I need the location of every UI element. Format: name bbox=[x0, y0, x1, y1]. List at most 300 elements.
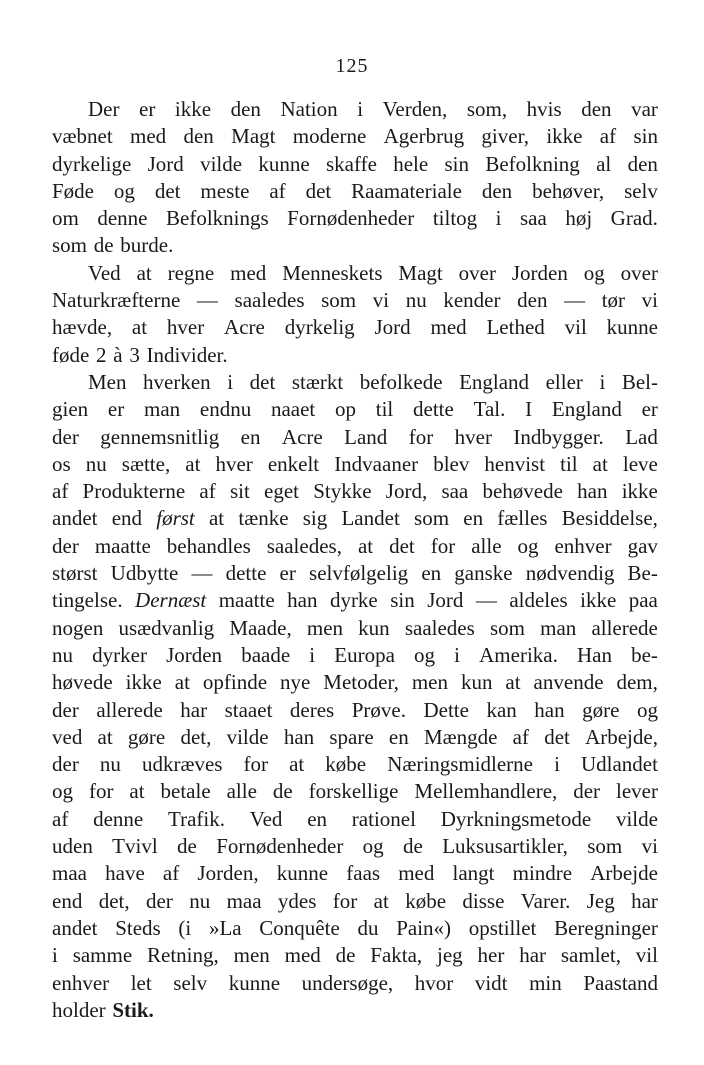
word: den bbox=[183, 124, 214, 149]
word: Nation bbox=[280, 97, 338, 121]
word: han bbox=[287, 588, 318, 613]
word: nu bbox=[99, 752, 121, 777]
word: jeg bbox=[437, 943, 463, 968]
word: vi bbox=[641, 288, 658, 313]
word: det bbox=[154, 178, 181, 203]
word: at bbox=[136, 260, 152, 285]
word: allerede bbox=[96, 697, 163, 722]
word: kun bbox=[358, 615, 390, 640]
text-line bbox=[52, 615, 658, 642]
word: ikke bbox=[621, 479, 658, 504]
text-line bbox=[52, 942, 658, 969]
text-line bbox=[52, 178, 658, 205]
word: spare bbox=[329, 724, 374, 749]
word: hverken bbox=[143, 369, 211, 394]
word: Ved bbox=[249, 806, 283, 831]
word: andet bbox=[52, 506, 98, 531]
word: i bbox=[52, 943, 58, 968]
word: han bbox=[534, 697, 565, 722]
word: hver bbox=[215, 451, 253, 476]
word: Acre bbox=[281, 424, 323, 449]
word: paa bbox=[628, 588, 658, 613]
word: kan bbox=[486, 697, 517, 722]
word: Maade, bbox=[229, 615, 292, 640]
word: maa bbox=[52, 861, 87, 886]
word: enhver bbox=[554, 533, 612, 558]
word: og bbox=[517, 533, 539, 558]
word: Jorden bbox=[511, 260, 568, 285]
word: gøre bbox=[127, 724, 166, 749]
word: at bbox=[357, 533, 374, 558]
word: hele bbox=[393, 151, 429, 176]
word: Arbejde, bbox=[585, 724, 658, 749]
word: Stykke bbox=[313, 479, 372, 504]
word: vil bbox=[635, 943, 658, 968]
word: fælles bbox=[497, 506, 548, 531]
word: af bbox=[52, 479, 69, 504]
word: Europa bbox=[334, 642, 395, 667]
text-line bbox=[52, 151, 658, 178]
word: op bbox=[335, 397, 357, 422]
word: Raamateriale bbox=[351, 178, 462, 203]
word: der bbox=[145, 888, 173, 913]
word: dyrkelig bbox=[284, 315, 355, 340]
word: kun bbox=[460, 670, 493, 695]
word: men bbox=[411, 670, 448, 695]
word: usædvanlig bbox=[118, 615, 215, 640]
word: er bbox=[139, 97, 156, 121]
word: at bbox=[97, 724, 113, 749]
word: betale bbox=[160, 779, 211, 804]
word: dyrker bbox=[92, 642, 147, 667]
word: af bbox=[269, 178, 286, 203]
word: Lethed bbox=[486, 315, 545, 340]
word: der bbox=[573, 779, 601, 804]
word: den bbox=[627, 151, 658, 176]
word: nu bbox=[52, 642, 73, 667]
word: i bbox=[599, 369, 606, 394]
word: men bbox=[233, 943, 270, 968]
word: Fakta, bbox=[370, 943, 423, 968]
word: England bbox=[551, 397, 622, 422]
word: enhver bbox=[52, 970, 110, 995]
word: Conquête bbox=[259, 915, 340, 940]
word: og bbox=[362, 834, 384, 859]
word: deres bbox=[289, 697, 335, 722]
word: end bbox=[111, 506, 143, 531]
word: Føde bbox=[52, 178, 94, 203]
word: at bbox=[131, 315, 148, 340]
word: ganske bbox=[454, 561, 513, 586]
word: gien bbox=[52, 397, 89, 422]
word: skaffe bbox=[326, 151, 377, 176]
word: al bbox=[596, 151, 612, 176]
word: behøver, bbox=[532, 178, 605, 203]
paragraph bbox=[52, 369, 658, 1024]
word: nu bbox=[85, 451, 107, 476]
word: opstillet bbox=[468, 915, 537, 940]
text-line bbox=[52, 369, 658, 396]
word: nogen bbox=[52, 615, 104, 640]
word: de bbox=[177, 834, 197, 859]
word: med bbox=[430, 315, 467, 340]
word: høvede bbox=[52, 670, 113, 695]
word: sin bbox=[633, 124, 658, 149]
word: var bbox=[631, 97, 658, 121]
word: dette bbox=[225, 561, 267, 586]
word: Lad bbox=[625, 424, 658, 449]
word: Mængde bbox=[423, 724, 498, 749]
word: ydes bbox=[277, 888, 317, 913]
word: saaledes bbox=[234, 288, 305, 313]
word: af bbox=[52, 806, 69, 831]
text-line bbox=[52, 560, 658, 587]
word: Prøve. bbox=[351, 697, 406, 722]
word: Jord bbox=[427, 588, 464, 613]
word: — bbox=[564, 288, 586, 313]
text-line bbox=[52, 669, 658, 696]
word: den bbox=[517, 288, 548, 313]
word: uden bbox=[52, 834, 93, 859]
word: det, bbox=[180, 724, 212, 749]
text-line bbox=[52, 123, 658, 150]
word: som bbox=[489, 615, 525, 640]
word: Trafik. bbox=[168, 806, 225, 831]
word: at bbox=[592, 451, 608, 476]
word: en bbox=[240, 424, 261, 449]
word: befolkede bbox=[359, 369, 443, 394]
word: ikke bbox=[174, 97, 212, 121]
word: (i bbox=[178, 915, 192, 940]
word: det bbox=[544, 724, 570, 749]
word: sig bbox=[302, 506, 328, 531]
word: allerede bbox=[591, 615, 658, 640]
word: alle bbox=[471, 533, 502, 558]
word: Næringsmidlerne bbox=[387, 752, 533, 777]
text-line bbox=[52, 260, 658, 287]
word: kender bbox=[443, 288, 501, 313]
word: baade bbox=[241, 642, 291, 667]
word: af bbox=[599, 124, 617, 149]
word: en bbox=[421, 561, 442, 586]
word: kunne bbox=[276, 861, 329, 886]
word: Magt bbox=[398, 260, 443, 285]
word: kunne bbox=[606, 315, 658, 340]
word: »La bbox=[208, 915, 242, 940]
word: de bbox=[403, 834, 423, 859]
word: i bbox=[495, 206, 502, 231]
word: be- bbox=[631, 642, 658, 667]
word: moderne bbox=[292, 124, 367, 149]
body-text bbox=[52, 96, 658, 1024]
word: maatte bbox=[94, 533, 151, 558]
word: enkelt bbox=[267, 451, 320, 476]
word: hvis bbox=[526, 97, 562, 121]
word: vidt bbox=[474, 970, 508, 995]
word: maatte bbox=[218, 588, 275, 613]
word: han bbox=[283, 724, 315, 749]
word: man bbox=[143, 397, 181, 422]
text-line bbox=[52, 778, 658, 805]
word: det, bbox=[98, 888, 130, 913]
word: Arbejde bbox=[590, 861, 658, 886]
word: holder bbox=[52, 997, 106, 1022]
word: gøre bbox=[582, 697, 620, 722]
word: Paastand bbox=[583, 970, 658, 995]
word: Ved bbox=[88, 260, 121, 285]
word: om bbox=[52, 206, 79, 231]
word: ikke bbox=[580, 588, 617, 613]
word: du bbox=[357, 915, 379, 940]
word: nu bbox=[189, 888, 211, 913]
word: eget bbox=[264, 479, 300, 504]
word: og bbox=[52, 779, 73, 804]
word: tænke bbox=[238, 506, 289, 531]
word: eller bbox=[545, 369, 583, 394]
word: som, bbox=[466, 97, 508, 121]
word: forskellige bbox=[308, 779, 399, 804]
word: Indbygger. bbox=[513, 424, 604, 449]
word: 2 bbox=[96, 342, 107, 367]
word: at bbox=[505, 670, 521, 695]
word: meste bbox=[200, 178, 250, 203]
word: saaledes bbox=[404, 615, 475, 640]
text-line bbox=[52, 478, 658, 505]
word: der bbox=[52, 533, 79, 558]
word: den bbox=[230, 97, 261, 121]
word: med bbox=[398, 861, 435, 886]
word: andet bbox=[52, 915, 98, 940]
word: en bbox=[463, 506, 484, 531]
word: Han bbox=[576, 642, 612, 667]
word: vilde bbox=[226, 724, 269, 749]
text-line bbox=[52, 724, 658, 751]
word: anvende bbox=[533, 670, 604, 695]
word: han bbox=[577, 479, 608, 504]
word: i bbox=[554, 752, 560, 777]
word: en bbox=[388, 724, 409, 749]
word: Metoder, bbox=[323, 670, 399, 695]
word: er bbox=[279, 561, 296, 586]
word: Be- bbox=[627, 561, 658, 586]
word: Amerika. bbox=[479, 642, 558, 667]
word: sin bbox=[390, 588, 415, 613]
text-line bbox=[52, 505, 658, 532]
word: — bbox=[475, 588, 497, 613]
word: med bbox=[130, 124, 167, 149]
text-line bbox=[52, 533, 658, 560]
word: opfinde bbox=[202, 670, 268, 695]
word: disse bbox=[462, 888, 505, 913]
word: os bbox=[52, 451, 71, 476]
text-line bbox=[52, 915, 658, 942]
word: Men bbox=[88, 369, 127, 394]
word: til bbox=[560, 451, 578, 476]
text-line bbox=[52, 751, 658, 778]
word: har bbox=[180, 697, 208, 722]
word: at bbox=[174, 670, 190, 695]
word: tingelse. bbox=[52, 588, 123, 613]
word: Steds bbox=[115, 915, 161, 940]
word: er bbox=[641, 397, 658, 422]
word: af bbox=[512, 724, 529, 749]
word: kunne bbox=[228, 970, 281, 995]
word: det bbox=[249, 369, 276, 394]
word: selvfølgelig bbox=[309, 561, 409, 586]
word: der bbox=[52, 752, 79, 777]
word: vil bbox=[564, 315, 587, 340]
text-line bbox=[52, 314, 658, 341]
word: med bbox=[284, 943, 321, 968]
word: samlet, bbox=[560, 943, 621, 968]
word: à bbox=[113, 342, 123, 367]
word: Jorden, bbox=[197, 861, 259, 886]
word: hver bbox=[166, 315, 205, 340]
word: denne bbox=[93, 806, 144, 831]
word: Jord, bbox=[385, 479, 428, 504]
word: har bbox=[631, 888, 658, 913]
word: til bbox=[375, 397, 394, 422]
word: England bbox=[459, 369, 530, 394]
word: i bbox=[454, 642, 460, 667]
word: udkræves bbox=[141, 752, 223, 777]
word: vilde bbox=[615, 806, 658, 831]
word: stærkt bbox=[291, 369, 344, 394]
word: sin bbox=[444, 151, 470, 176]
word: — bbox=[196, 288, 218, 313]
word: alle bbox=[226, 779, 257, 804]
text-line bbox=[52, 451, 658, 478]
word: Udbytte bbox=[110, 561, 179, 586]
word: langt bbox=[452, 861, 495, 886]
text-line bbox=[52, 287, 658, 314]
word: Jord bbox=[147, 151, 184, 176]
word: selv bbox=[624, 178, 658, 203]
word: saa bbox=[520, 206, 547, 231]
word: Fornødenheder bbox=[216, 834, 344, 859]
word: Jorden bbox=[166, 642, 223, 667]
word: I bbox=[525, 397, 533, 422]
word: sætte, bbox=[121, 451, 171, 476]
word: sit bbox=[229, 479, 250, 504]
page-number: 125 bbox=[335, 55, 369, 77]
word: saaledes, bbox=[266, 533, 342, 558]
text-line bbox=[52, 424, 658, 451]
word: Jord bbox=[374, 315, 411, 340]
word: med bbox=[230, 260, 267, 285]
word: Indvaaner bbox=[334, 451, 419, 476]
word: vi bbox=[641, 834, 658, 859]
text-line bbox=[52, 205, 658, 232]
word: Stik. bbox=[112, 997, 154, 1022]
text-line bbox=[52, 970, 658, 997]
word: dem, bbox=[616, 670, 658, 695]
word: Acre bbox=[224, 315, 265, 340]
word: Grad. bbox=[610, 206, 658, 231]
word: over bbox=[620, 260, 658, 285]
word: den bbox=[481, 178, 513, 203]
word: som bbox=[52, 233, 88, 258]
word: maa bbox=[226, 888, 262, 913]
word: der bbox=[52, 697, 79, 722]
word: i bbox=[357, 97, 364, 121]
text-line bbox=[52, 232, 658, 259]
word: Landet bbox=[341, 506, 400, 531]
word: og bbox=[636, 697, 658, 722]
word: staaet bbox=[224, 697, 273, 722]
word: den bbox=[581, 97, 612, 121]
word: Befolkning bbox=[485, 151, 580, 176]
word: Individer. bbox=[146, 342, 228, 367]
word: let bbox=[130, 970, 152, 995]
word: Beregninger bbox=[554, 915, 658, 940]
word: at bbox=[129, 779, 145, 804]
word: at bbox=[185, 451, 201, 476]
word: størst bbox=[52, 561, 98, 586]
word: dyrke bbox=[329, 588, 378, 613]
word: over bbox=[458, 260, 496, 285]
word: Besiddelse, bbox=[561, 506, 658, 531]
word: saa bbox=[441, 479, 469, 504]
word: dette bbox=[413, 397, 454, 422]
word: af bbox=[199, 479, 216, 504]
word: behandles bbox=[166, 533, 251, 558]
word: 3 bbox=[129, 342, 140, 367]
paragraph bbox=[52, 260, 658, 369]
text-line bbox=[52, 342, 658, 369]
text-line bbox=[52, 997, 658, 1024]
word: for bbox=[408, 424, 434, 449]
word: Verden, bbox=[382, 97, 448, 121]
word: samme bbox=[72, 943, 133, 968]
word: hvor bbox=[414, 970, 454, 995]
word: købe bbox=[405, 888, 447, 913]
text-line bbox=[52, 888, 658, 915]
text-line bbox=[52, 833, 658, 860]
word: ikke bbox=[125, 670, 162, 695]
word: kunne bbox=[258, 151, 310, 176]
word: end bbox=[52, 888, 83, 913]
word: rationel bbox=[351, 806, 416, 831]
word: Retning, bbox=[147, 943, 219, 968]
word: høj bbox=[565, 206, 593, 231]
word: Luksusartikler, bbox=[442, 834, 568, 859]
word: Der bbox=[88, 97, 120, 121]
word: først bbox=[156, 506, 195, 531]
word: have bbox=[105, 861, 145, 886]
word: henvist bbox=[484, 451, 546, 476]
word: en bbox=[307, 806, 328, 831]
text-line bbox=[52, 642, 658, 669]
word: behøvede bbox=[482, 479, 563, 504]
word: her bbox=[477, 943, 505, 968]
word: nye bbox=[280, 670, 311, 695]
word: som bbox=[587, 834, 623, 859]
word: Tvivl bbox=[112, 834, 158, 859]
word: Tal. bbox=[473, 397, 506, 422]
word: man bbox=[540, 615, 577, 640]
word: men bbox=[306, 615, 344, 640]
word: tør bbox=[601, 288, 626, 313]
word: regne bbox=[167, 260, 215, 285]
word: Pain«) bbox=[396, 915, 452, 940]
text-line bbox=[52, 860, 658, 887]
text-line bbox=[52, 697, 658, 724]
word: Fornødenheder bbox=[287, 206, 415, 231]
word: for bbox=[332, 888, 358, 913]
word: i bbox=[309, 642, 316, 667]
word: giver, bbox=[481, 124, 529, 149]
